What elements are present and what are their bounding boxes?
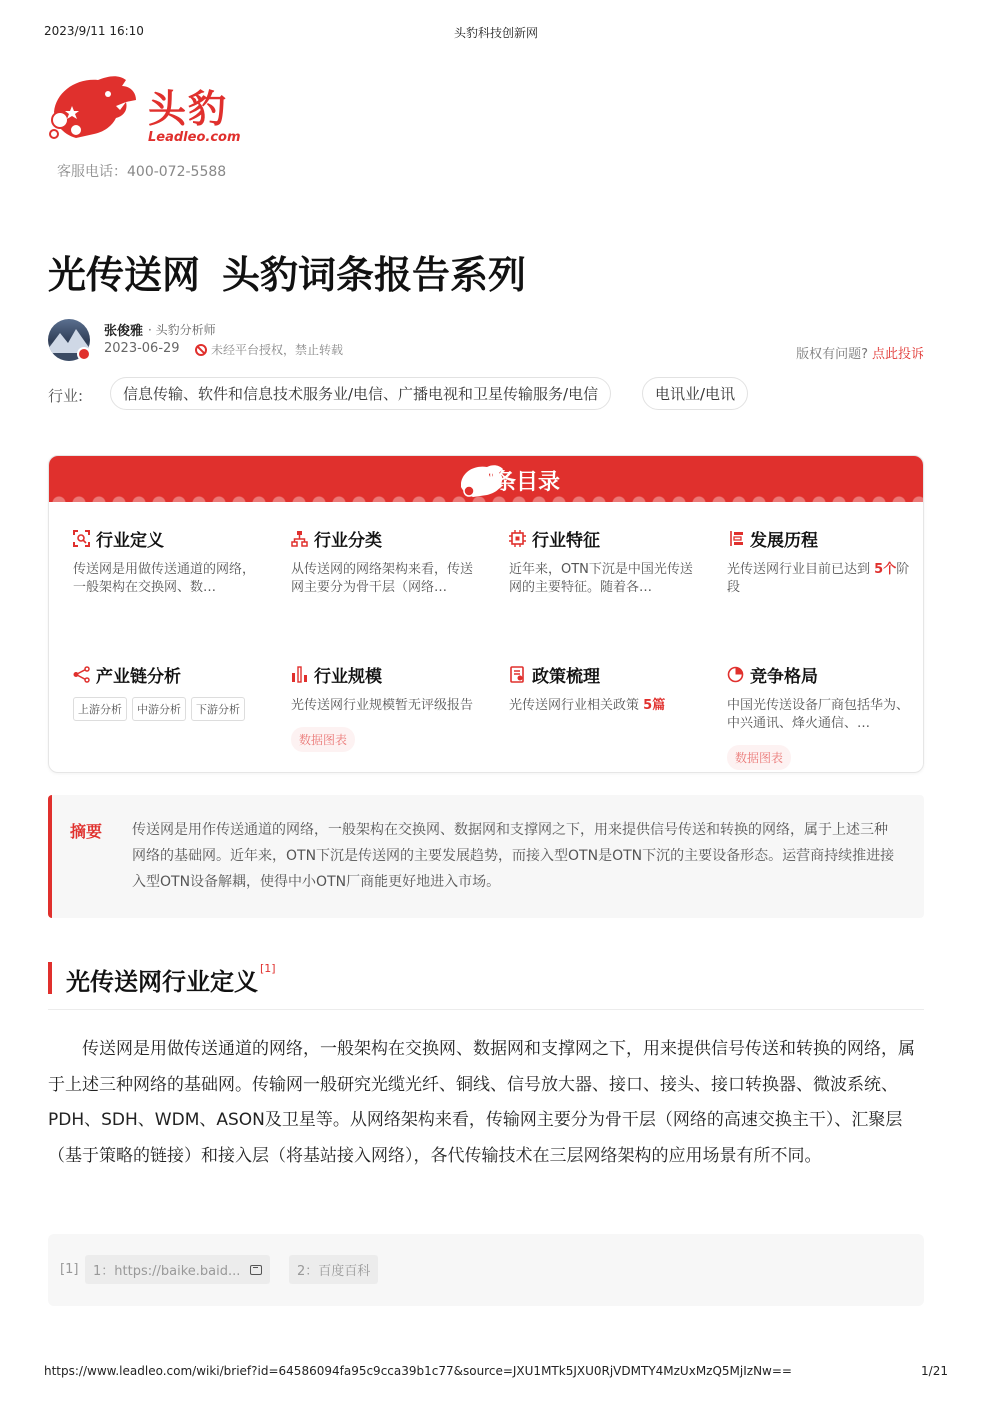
external-link-icon bbox=[250, 1265, 262, 1275]
toc-item-title: 行业分类 bbox=[314, 531, 382, 551]
industry-tag[interactable]: 电讯业/电讯 bbox=[642, 377, 748, 410]
stage-count: 5个 bbox=[874, 562, 897, 577]
toc-item-scale[interactable] bbox=[291, 662, 481, 752]
bar-chart-icon bbox=[291, 666, 308, 683]
classification-icon bbox=[291, 530, 308, 547]
print-footer bbox=[44, 1364, 948, 1378]
print-timestamp: 2023/9/11 16:10 bbox=[44, 24, 144, 38]
toc-item-history[interactable] bbox=[727, 526, 917, 597]
industry-tag[interactable]: 信息传输、软件和信息技术服务业/电信、广播电视和卫星传输服务/电信 bbox=[110, 377, 611, 410]
toc-item-classification[interactable] bbox=[291, 526, 481, 597]
toc-item-desc: 中国光传送设备厂商包括华为、中兴通讯、烽火通信、… bbox=[727, 698, 910, 731]
toc-item-desc: 传送网是用做传送通道的网络，一般架构在交换网、数… bbox=[73, 562, 256, 595]
author-role: · 头豹分析师 bbox=[148, 323, 216, 337]
toc-item-competition[interactable] bbox=[727, 662, 917, 770]
toc-card bbox=[48, 455, 924, 773]
page-url: https://www.leadleo.com/wiki/brief?id=64586094fa95c9cca39b1c77&source=JXU1MTk5JXU0RjVDMTY4MzUxMzQ5MjIzNw== bbox=[44, 1364, 792, 1378]
verified-badge-icon bbox=[77, 347, 91, 361]
print-title: 头豹科技创新网 bbox=[453, 26, 538, 40]
reference-index: [1] bbox=[60, 1262, 79, 1277]
data-chart-chip[interactable]: 数据图表 bbox=[727, 745, 791, 770]
page-title bbox=[48, 244, 526, 299]
doc-title-series: 头豹词条报告系列 bbox=[222, 253, 527, 297]
references-box bbox=[48, 1234, 924, 1306]
toc-item-title: 政策梳理 bbox=[532, 667, 600, 687]
publish-date: 2023-06-29 bbox=[104, 341, 180, 356]
copyright-notice bbox=[796, 343, 924, 362]
reference-mark[interactable]: [1] bbox=[260, 962, 276, 975]
toc-item-title: 行业定义 bbox=[96, 531, 164, 551]
toc-item-title: 竞争格局 bbox=[750, 667, 818, 687]
toc-item-title: 行业特征 bbox=[532, 531, 600, 551]
leadleo-logo[interactable] bbox=[46, 72, 246, 152]
toc-item-desc: 近年来，OTN下沉是中国光传送网的主要特征。随着各… bbox=[509, 562, 693, 595]
section-title bbox=[48, 962, 276, 994]
abstract-box bbox=[48, 795, 924, 918]
toc-title: 词条目录 bbox=[471, 470, 560, 495]
toc-item-desc: 光传送网行业规模暂无评级报告 bbox=[291, 698, 474, 713]
copyright-question: 版权有问题? bbox=[796, 347, 868, 362]
policy-count: 5篇 bbox=[643, 698, 666, 713]
policy-icon bbox=[509, 666, 526, 683]
prohibited-icon bbox=[195, 344, 207, 356]
author-name[interactable]: 张俊雅 bbox=[104, 324, 144, 339]
toc-item-title: 产业链分析 bbox=[96, 667, 181, 687]
service-phone: 客服电话：400-072-5588 bbox=[57, 164, 227, 180]
upstream-tag[interactable]: 上游分析 bbox=[73, 697, 127, 721]
feature-icon bbox=[509, 530, 526, 547]
report-link[interactable]: 点此投诉 bbox=[871, 347, 924, 362]
toc-header bbox=[49, 456, 923, 502]
pie-chart-icon bbox=[727, 666, 744, 683]
reference-source[interactable]: 2：百度百科 bbox=[289, 1255, 378, 1284]
reference-link[interactable]: 1：https://baike.baid... bbox=[85, 1255, 270, 1284]
toc-item-title: 发展历程 bbox=[750, 531, 818, 551]
brand-domain: Leadleo.com bbox=[148, 130, 241, 145]
chain-subtags bbox=[73, 697, 263, 721]
downstream-tag[interactable]: 下游分析 bbox=[191, 697, 245, 721]
toc-item-desc: 从传送网的网络架构来看，传送网主要分为骨干层（网络… bbox=[291, 562, 474, 595]
toc-item-definition[interactable] bbox=[73, 526, 263, 597]
data-chart-chip[interactable]: 数据图表 bbox=[291, 727, 355, 752]
section-body: 传送网是用做传送通道的网络，一般架构在交换网、数据网和支撑网之下，用来提供信号传送和转换的网络，属于上述三种网络的基础网。传输网一般研究光缆光纤、铜线、信号放大器、接口、接头、接口转换器、微波系统、PDH、SDH、WDM、ASON及卫星等。从网络架构来看，传输网主要分为骨干层（网络的高速交换主干）、汇聚层（基于策略的链接）和接入层（将基站接入网络），各代传输技术在三层网络架构的应用场景有所不同。 bbox=[48, 1039, 915, 1166]
definition-icon bbox=[73, 530, 90, 547]
brand-name: 头豹 bbox=[148, 87, 229, 131]
toc-item-features[interactable] bbox=[509, 526, 699, 597]
timeline-icon bbox=[727, 530, 744, 547]
toc-item-title: 行业规模 bbox=[314, 667, 382, 687]
toc-item-policy[interactable] bbox=[509, 662, 699, 715]
abstract-text: 传送网是用作传送通道的网络，一般架构在交换网、数据网和支撑网之下，用来提供信号传送和转换的网络，属于上述三种网络的基础网。近年来，OTN下沉是传送网的主要发展趋势，而接入型OTN是OTN下沉的主要设备形态。运营商持续推进接入型OTN设备解耦，使得中小OTN厂商能更好地进入市场。 bbox=[132, 822, 895, 890]
page-number: 1/21 bbox=[921, 1364, 948, 1378]
abstract-label: 摘要 bbox=[70, 822, 103, 841]
repost-notice-text: 未经平台授权，禁止转载 bbox=[211, 343, 344, 357]
leopard-logo-icon bbox=[46, 72, 142, 144]
doc-title-main: 光传送网 bbox=[48, 253, 201, 297]
toc-item-desc: 光传送网行业目前已达到 5个阶段 bbox=[727, 562, 910, 595]
section-title-text: 光传送网行业定义 bbox=[66, 968, 258, 996]
repost-notice bbox=[195, 341, 343, 358]
section-divider bbox=[48, 1009, 924, 1010]
midstream-tag[interactable]: 中游分析 bbox=[132, 697, 186, 721]
industry-label: 行业: bbox=[48, 387, 84, 405]
print-header bbox=[44, 24, 948, 42]
toc-item-chain[interactable] bbox=[73, 662, 263, 721]
toc-item-desc: 光传送网行业相关政策 5篇 bbox=[509, 698, 666, 713]
chain-icon bbox=[73, 666, 90, 683]
